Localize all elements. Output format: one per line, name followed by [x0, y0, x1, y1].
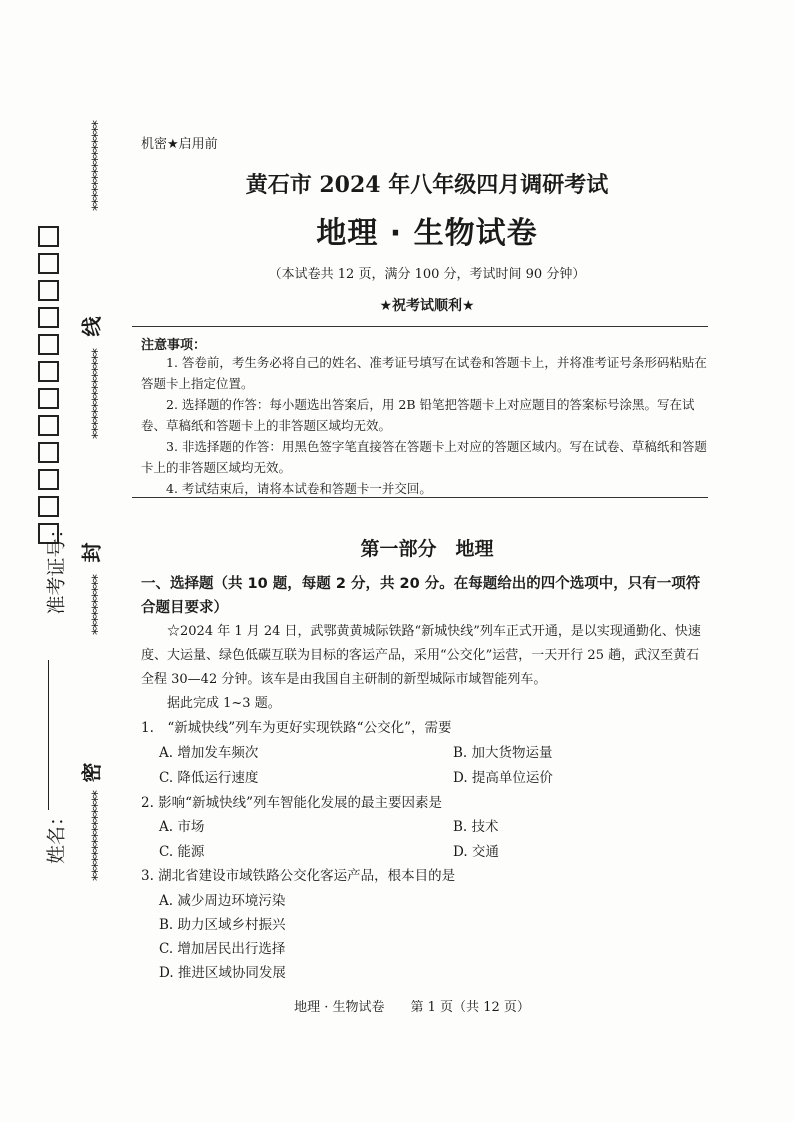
exam-title: 黄石市 2024 年八年级四月调研考试	[245, 172, 609, 198]
notice-item: 4. 考试结束后，请将本试卷和答题卡一并交回。	[166, 481, 432, 496]
question-2-option-c[interactable]: C. 能源	[159, 844, 205, 860]
question-3-option-c[interactable]: C. 增加居民出行选择	[159, 941, 286, 957]
binding-secret-char: 密	[79, 762, 104, 783]
id-digit-box[interactable]	[38, 361, 59, 382]
section-title: 一、选择题（共 10 题，每题 2 分，共 20 分。在每题给出的四个选项中，只有一项符合题目要求）	[141, 576, 701, 616]
notice-item: 2. 选择题的作答：每小题选出答案后，用 2B 铅笔把答题卡上对应题目的答案标号涂黑。写在试卷、草稿纸和答题卡上的非答题区域均无效。	[141, 397, 695, 433]
question-3-option-b[interactable]: B. 助力区域乡村振兴	[159, 917, 286, 933]
binding-stars-text: ***************	[83, 790, 100, 880]
binding-line-char: 线	[79, 316, 104, 337]
id-digit-box[interactable]	[38, 415, 59, 436]
id-digit-box[interactable]	[38, 496, 59, 517]
question-3-option-a[interactable]: A. 减少周边环境污染	[159, 893, 286, 909]
id-digit-box[interactable]	[38, 388, 59, 409]
name-blank-line[interactable]	[48, 660, 49, 810]
notice-title: 注意事项：	[141, 338, 207, 353]
notice-item: 1. 答卷前，考生务必将自己的姓名、准考证号填写在试卷和答题卡上，并将准考证号条形码粘贴在答题卡上指定位置。	[141, 355, 707, 391]
id-digit-box[interactable]	[38, 334, 59, 355]
binding-stars-text: ***************	[83, 120, 100, 210]
id-digit-box[interactable]	[38, 442, 59, 463]
binding-stars-text: ***************	[83, 348, 100, 438]
question-1-option-d[interactable]: D. 提高单位运价	[453, 770, 553, 786]
binding-seal-char: 封	[79, 542, 104, 563]
notice-item: 3. 非选择题的作答：用黑色签字笔直接答在答题卡上对应的答题区域内。写在试卷、草稿纸和答题卡上的非答题区域均无效。	[141, 439, 707, 475]
question-3-option-d[interactable]: D. 推进区域协同发展	[159, 965, 286, 981]
name-label: 姓名：	[45, 807, 68, 865]
question-1-option-b[interactable]: B. 加大货物运量	[453, 745, 553, 761]
candidate-id-label: 准考证号：	[45, 519, 68, 615]
question-2-option-a[interactable]: A. 市场	[159, 819, 205, 835]
question-2-stem: 2. 影响“新城快线”列车智能化发展的最主要因素是	[141, 795, 442, 811]
id-digit-box[interactable]	[38, 469, 59, 490]
notice-top-rule	[132, 326, 708, 327]
part-title: 第一部分 地理	[360, 538, 494, 560]
exam-info: （本试卷共 12 页，满分 100 分，考试时间 90 分钟）	[268, 267, 586, 282]
question-1-stem: 1. “新城快线”列车为更好实现铁路“公交化”，需要	[141, 720, 452, 736]
secret-mark: 机密★启用前	[141, 137, 218, 152]
question-3-stem: 3. 湖北省建设市域铁路公交化客运产品，根本目的是	[141, 868, 456, 884]
notice-list	[141, 352, 707, 499]
question-1-option-a[interactable]: A. 增加发车频次	[159, 745, 259, 761]
passage-instruction: 据此完成 1~3 题。	[167, 696, 281, 711]
reading-passage	[141, 620, 707, 716]
passage-text: ☆2024 年 1 月 24 日，武鄂黄黄城际铁路“新城快线”列车正式开通，是以实现通勤化、快速度、大运量、绿色低碳互联为目标的客运产品，采用“公交化”运营，一天开行 25 趟，武汉至黄石全程 30—42 分钟。该车是由我国自主研制的新型城际市域智能列车。	[141, 624, 701, 687]
good-luck-wish: ★祝考试顺利★	[379, 298, 475, 314]
question-2-option-d[interactable]: D. 交通	[453, 844, 499, 860]
binding-stars-mid	[80, 348, 102, 440]
question-2-option-b[interactable]: B. 技术	[453, 819, 499, 835]
binding-stars-text: **********	[83, 574, 100, 634]
notice-bottom-rule	[132, 497, 708, 498]
binding-stars-bottom	[80, 790, 102, 882]
question-1-option-c[interactable]: C. 降低运行速度	[159, 770, 259, 786]
page-footer: 地理 · 生物试卷 第 1 页（共 12 页）	[294, 1000, 530, 1015]
binding-stars-lower	[80, 574, 102, 636]
subject-title: 地理 · 生物试卷	[316, 216, 538, 251]
